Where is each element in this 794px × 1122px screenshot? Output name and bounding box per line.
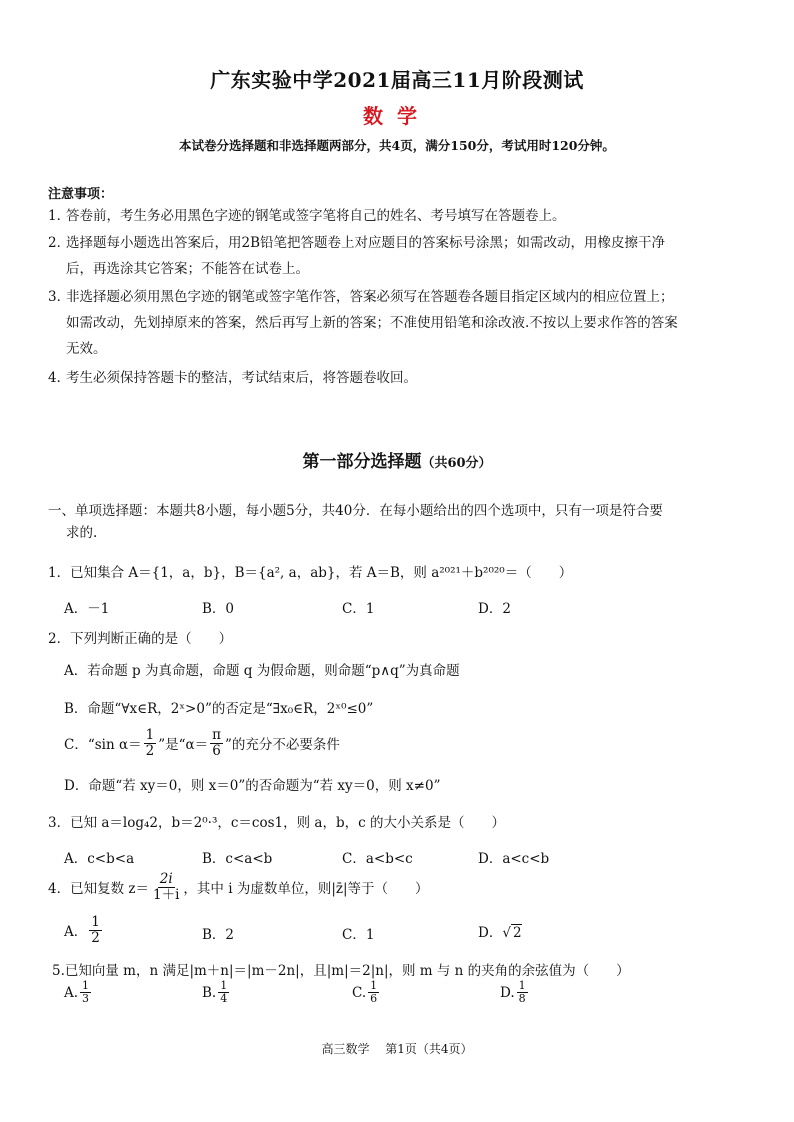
q4-option-c: C．1 [342,927,375,943]
page-footer: 高三数学 第1页（共4页） [321,1042,473,1056]
q1-option-b: B．0 [202,601,235,617]
notice-item-3: 3．非选择题必须用黑色字迹的钢笔或签字笔作答，答案必须写在答题卷各题目指定区域内的相应位置上； 如需改动，先划掉原来的答案，然后再写上新的答案；不准使用铅笔和涂改液.不按以上要求作答的答案 无效。 [48,289,678,357]
question-5-stem: 5.已知向量 m，n 满足|m＋n|＝|m－2n|，且|m|＝2|n|，则 m 与 n 的夹角的余弦值为（ ） [52,963,630,979]
q1-option-a: A．－1 [64,601,110,617]
q5-option-c: C. $\frac{1}{6}$ [352,979,378,1006]
fraction: $\frac{1}{3}$ [82,979,90,1006]
q3-option-a: A．c<b<a [64,851,135,867]
q4-option-d: D．√ 2 [478,925,522,941]
part-instructions: 一、单项选择题：本题共8小题，每小题5分，共40分．在每小题给出的四个选项中，只有一项是符合要 求的. [48,503,663,541]
notice-item-1: 1．答卷前，考生务必用黑色字迹的钢笔或签字笔将自己的姓名、考号填写在答题卷上。 [48,208,566,224]
q5-option-d: D. $\frac{1}{8}$ [500,979,526,1006]
question-2-stem: 2．下列判断正确的是（ ） [48,631,233,647]
fraction: $\frac{2i}{1+i}$ [153,871,180,903]
question-1-stem: 1．已知集合 A＝{1，a，b}，B＝{a², a，ab}，若 A＝B，则 a²⁰²¹＋b²⁰²⁰＝（ ） [48,565,573,581]
q3-option-d: D．a<c<b [478,851,550,867]
notice-item-4: 4．考生必须保持答题卡的整洁，考试结束后，将答题卷收回。 [48,370,417,386]
q5-option-a: A. $\frac{1}{3}$ [64,979,90,1006]
q5-option-b: B. $\frac{1}{4}$ [202,979,228,1006]
notice-item-2: 2．选择题每小题选出答案后，用2B铅笔把答题卷上对应题目的答案标号涂黑；如需改动，用橡皮擦干净 后，再选涂其它答案；不能答在试卷上。 [48,235,666,277]
q4-option-b: B．2 [202,927,235,943]
fraction: $\frac{1}{2}$ [145,727,155,759]
exam-title: 广东实验中学2021届高三11月阶段测试 [210,68,584,92]
section-title: 第一部分选择题（共60分） [302,452,492,472]
fraction: $\frac{1}{4}$ [220,979,228,1006]
notice-heading: 注意事项： [48,187,114,202]
q1-option-d: D．2 [478,601,511,617]
exam-info: 本试卷分选择题和非选择题两部分，共4页，满分150分，考试用时120分钟。 [179,138,615,153]
q2-option-a: A．若命题 p 为真命题，命题 q 为假命题，则命题“p∧q”为真命题 [64,663,460,679]
q1-option-c: C．1 [342,601,375,617]
q2-option-d: D．命题“若 xy＝0，则 x＝0”的否命题为“若 xy＝0，则 x≠0” [64,778,441,794]
fraction: $\frac{1}{8}$ [518,979,526,1006]
q3-option-c: C．a<b<c [342,851,413,867]
q2-option-c: C．“sin α＝ $\frac{1}{2}$ ”是“α＝ $\frac{\pi}{6}$ ”的充分不必要条件 [64,727,340,759]
subject-title: 数学 [363,104,431,128]
q4-option-a: A． $\frac{1}{2}$ [64,914,100,946]
fraction: $\frac{1}{6}$ [370,979,378,1006]
question-3-stem: 3．已知 a＝log₄2，b＝2⁰·³，c＝cos1，则 a，b，c 的大小关系是（ ） [48,815,505,831]
q2-option-b: B．命题“∀x∈R，2ˣ>0”的否定是“∃x₀∈R，2ˣ⁰≤0” [64,701,374,717]
q3-option-b: B．c<a<b [202,851,273,867]
question-4-stem: 4．已知复数 z＝ $\frac{2i}{1+i}$ ，其中 i 为虚数单位，则|z̄|等于（ ） [48,871,429,903]
fraction: $\frac{1}{2}$ [91,914,100,946]
sqrt-icon: √ [502,925,511,941]
fraction: $\frac{\pi}{6}$ [212,727,221,759]
